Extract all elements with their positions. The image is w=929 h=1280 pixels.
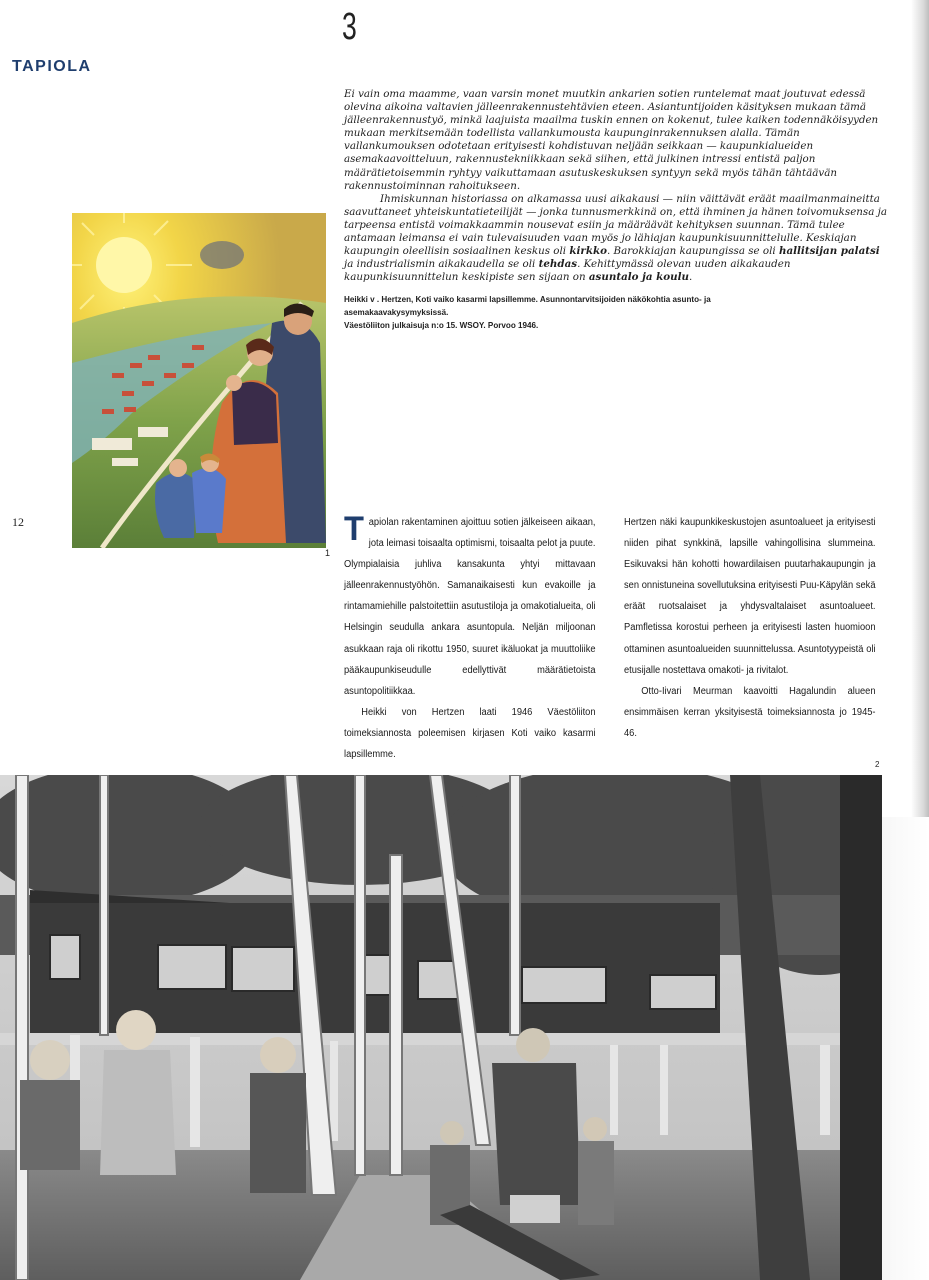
intro-text-industrial: ja industrialismin aikakaudella se oli [344, 258, 536, 271]
body-left-paragraph-1-text: apiolan rakentaminen ajoittuu sotien jälkeiseen aikaan, jota leimasi toisaalta optimismi, toisaalta pelot ja puute. Olympialaisia juhliva kansakunta yhtyi mittavaan jälleenrakennustyöhön. Samanaikaisesti kun evakoille ja rintamamiehille palstoitettiin asutustiloja ja omakotialueita, oli Helsingin seudulla ankara asuntopula. Neljän miljoonan asukkaan raja oli rikottu 1950, suuret ikäluokat ja muuttoliike pääkaupunkiseudulle edellyttivät määrätietoista asuntopolitiikkaa. [344, 517, 596, 697]
intro-text-barokki: . Barokkiajan kaupungissa se oli [606, 245, 776, 258]
intro-paragraph-1: Ei vain oma maamme, vaan varsin monet muutkin ankarien sotien runtelemat maat joutuvat edessä olevina aikoina valtavien jälleenrakennustehtävien eteen. Asiantuntijoiden käsityksen mukaan tämä jälleenrakennustyö, minkä laajuista maailma tuskin ennen on kokenut, tulee kaiken todennäköisyyden mukaan merkitsemään todellista vallankumousta kaupunginrakennuksen alalla. Tämän vallankumouksen odotetaan erityisesti kohdistuvan neljään seikkaan — kaupunkialueiden asemakaavoitteluun, rakennustekniikkaan sekä siihen, että julkinen intressi entistä paljon määrätietoisemmin ryhtyy vaikuttamaan asutuskeskuksen syntyyn sekä myös tähän tähtäävän rakennustoiminnan rahoitukseen. [344, 88, 879, 192]
photo-number: 2 [875, 760, 880, 769]
scan-edge-shadow [911, 0, 929, 820]
dropcap: T [344, 510, 364, 548]
section-title: TAPIOLA [12, 58, 92, 75]
intro-end-period: . [688, 271, 693, 284]
poster-caption-number: 1 [325, 548, 331, 558]
sun-icon [96, 237, 152, 293]
term-tehdas: tehdas [538, 258, 578, 271]
body-right-paragraph-2: Otto-Iivari Meurman kaavoitti Hagalundin alueen ensimmäisen kerran yksityisestä toimeksiannosta jo 1945-46. [624, 685, 876, 739]
body-left-paragraph-2: Heikki von Hertzen laati 1946 Väestöliiton toimeksiannosta poleemisen kirjasen Koti vaiko kasarmi lapsillemme. [344, 706, 596, 761]
chapter-number: 3 [342, 6, 357, 48]
photo-right-margin [882, 817, 929, 1280]
intro-paragraph-2-lead: Ihmiskunnan historiassa on alkamassa uusi aikakausi — niin väittävät eräät maailmanmaineitta saavuttaneet yhteiskuntatieteilijät — jonka tunnusmerkkinä on, että ihminen ja hänen toivomuksensa ja tarpeensa entistä voimakkaammin nousevat esiin ja määräävät kehityksen suunnan. Tämä tulee antamaan leimansa ei vain tulevaisuuden vaan myös jo lähiajan kaupunkisuunnittelulle. Keskiajan kaupungin oleellisin sosiaalinen keskus oli [344, 192, 887, 258]
citation [344, 293, 814, 332]
body-right-paragraph-1: Hertzen näki kaupunkikeskustojen asuntoalueet ja erityisesti niiden pihat synkkinä, lapsille vahingollisina slummeina. Esikuvaksi hän kohotti howardilaisen puutarhakaupungin ja sen onnistuneina sovellutuksina erityisesti Puu-Käpylän sekä eräät ruotsalaiset ja yhdysvaltalaiset asuntoalueet. Pamfletissa korostui perheen ja erityisesti lasten huomioon ottaminen asuntoalueiden suunnittelussa. Asuntotyypeistä oli etusijalle nostettava omakoti- ja rivitalot. [624, 517, 876, 676]
photo-artwork [0, 775, 882, 1280]
citation-line-1: Heikki v . Hertzen, Koti vaiko kasarmi lapsillemme. Asunnontarvitsijoiden näkökohtia asunto- ja asemakaavakysymyksissä. [344, 295, 711, 317]
term-palatsi: hallitsijan palatsi [778, 245, 880, 258]
term-asuntalo: asuntalo ja koulu [588, 271, 689, 284]
body-column-left [344, 512, 596, 765]
intro-quote [344, 88, 892, 284]
poster-artwork [72, 213, 326, 548]
term-kirkko: kirkko [569, 245, 607, 258]
page-number: 12 [12, 515, 24, 529]
body-left-paragraph-1 [344, 512, 596, 702]
poster-illustration [72, 213, 326, 548]
photo-tapiola-houses [0, 775, 882, 1280]
body-column-right [624, 512, 876, 744]
intro-text-new-era: . Kehittymässä olevan uuden aikakauden kaupunkisuunnittelun keskipiste sen sijaan on [344, 258, 791, 284]
citation-line-2: Väestöliiton julkaisuja n:o 15. WSOY. Porvoo 1946. [344, 321, 539, 330]
intro-paragraph-2 [344, 193, 892, 285]
